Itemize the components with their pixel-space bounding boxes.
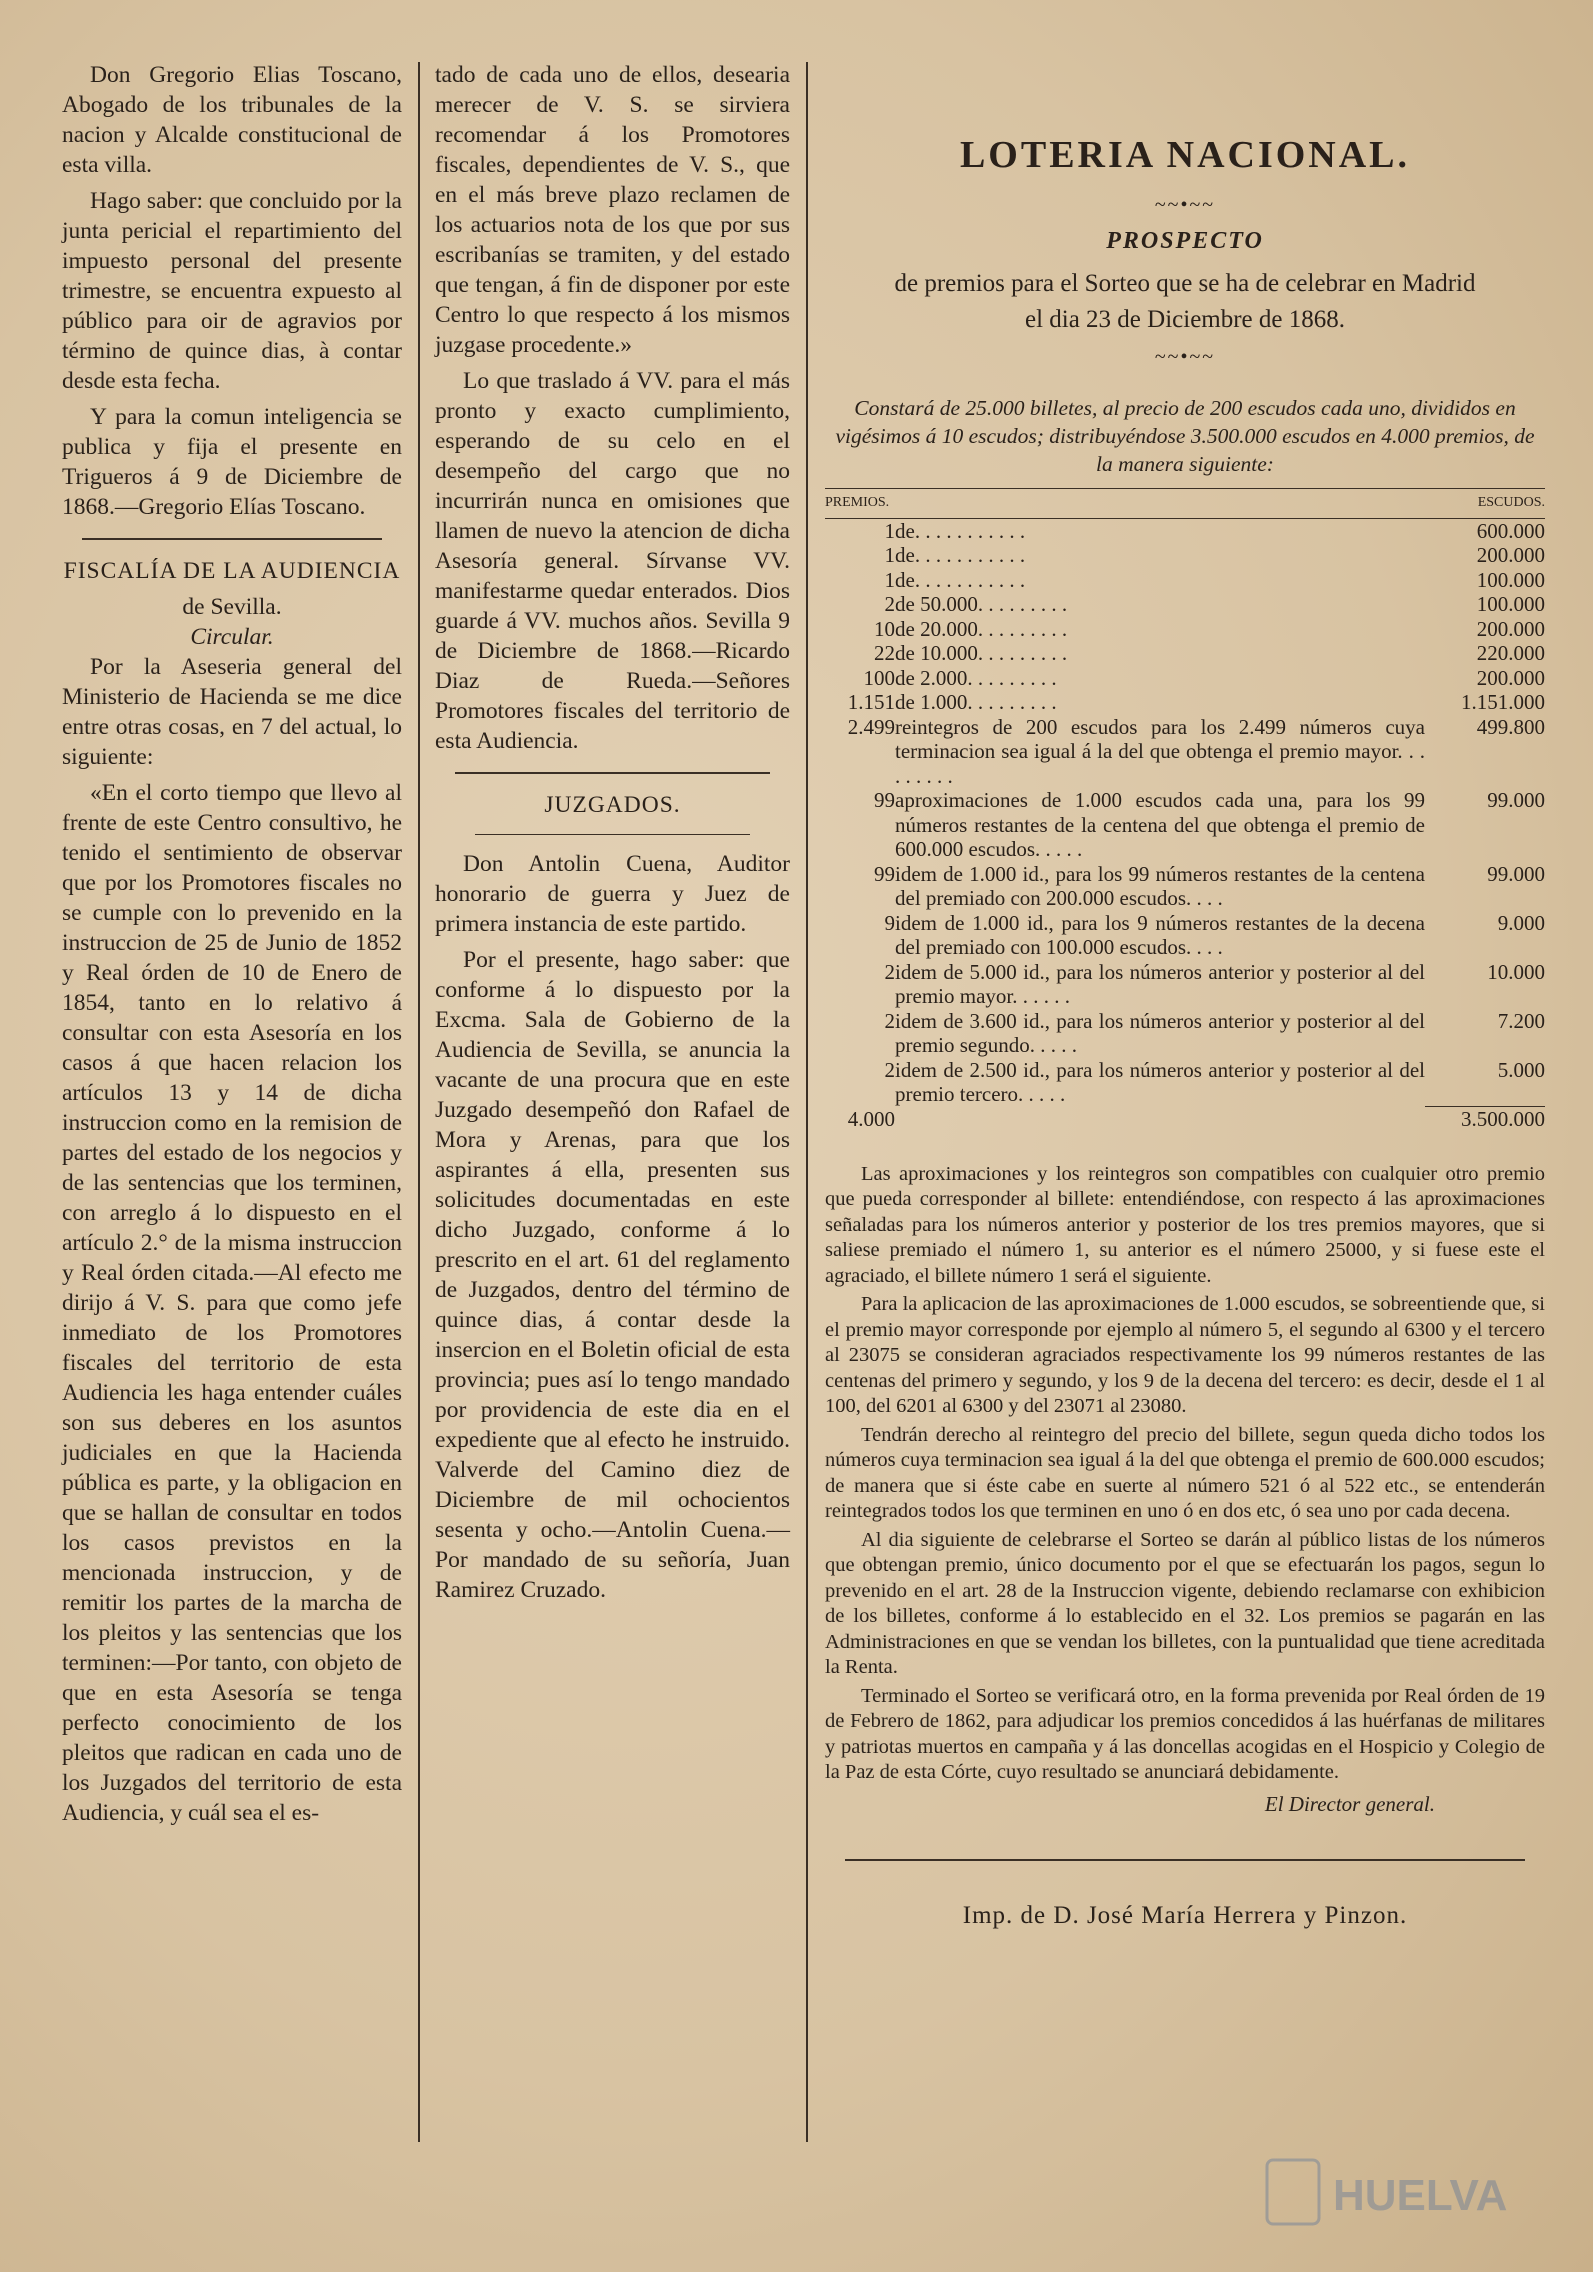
library-watermark [1263,2152,1523,2232]
prize-row [825,1058,1545,1107]
ornament-divider: ~~•~~ [1154,346,1216,368]
prize-amount: 100.000 [1476,592,1545,616]
condition-paragraph: Las aproximaciones y los reintegros son compatibles con cualquier otro premio que pueda corresponder al billete: entendiéndose, con respecto á las aproximaciones señaladas para los números anterior y posterior de los tres premios mayores, que si saliese premiado el número 1, su anterior es el número 25000, y si fuese este el agraciado, el billete número 1 será el siguiente. [825,1162,1545,1287]
prize-amount: 99.000 [1487,861,1545,886]
prize-row [825,960,1545,1009]
edict-header: Don Gregorio Elias Toscano, Abogado de los tribunales de la nacion y Alcalde constitucional de esta villa. [62,62,402,178]
prize-amount: 200.000 [1476,665,1545,690]
condition-paragraph: Al dia siguiente de celebrarse el Sorteo se darán al público listas de los números que obtengan premio, único documento por el que se efectuarán los pagos, segun lo prevenido en el art. 28 de la Instruccion vigente, debiendo reclamarse con exhibicion de los billetes, conforme á lo establecido en el 32. Los premios se pagarán en las Administraciones en que se vendan los billetes, con la puntualidad que tiene acreditada la Renta. [825,1528,1545,1678]
prize-row [825,788,1545,862]
printer-imprint: Imp. de D. José María Herrera y Pinzon. [962,1901,1408,1929]
column-left [62,60,402,1834]
prize-description: de 10.000. . . . . . . . . [895,641,1068,665]
prize-description: de 1.000. . . . . . . . . [895,690,1057,714]
prize-count: 1 [884,518,895,543]
prize-amount: 600.000 [1476,518,1545,543]
prize-count: 2 [884,1008,895,1033]
prize-column-header: PREMIOS. [825,489,1425,519]
circular-closing: Lo que traslado á VV. para el más pronto y exacto cumplimiento, esperando de su celo en el desempeño del cargo que no incurrirán nunca en omisiones que llamen de nuevo la atencion de dicha Asesoría general. Sírvanse VV. manifestarme quedar enterados. Dios guarde á VV. muchos años. Sevilla 9 de Diciembre de 1868.—Ricardo Diaz de Rueda.—Señores Promotores fiscales del territorio de esta Audiencia. [435,368,790,754]
prize-row [825,617,1545,642]
column-middle [435,60,790,1611]
prize-row [825,715,1545,789]
total-count: 4.000 [847,1106,895,1131]
prize-description: idem de 2.500 id., para los números anterior y posterior al del premio tercero. . . . . [895,1057,1425,1106]
prize-count: 99 [874,861,895,886]
circular-body: «En el corto tiempo que llevo al frente de este Centro consultivo, he tenido el sentimiento de observar que por los Promotores fiscales no se cumple con lo prevenido en la instruccion de 25 de Junio de 1852 y Real órden de 10 de Enero de 1854, tanto en lo relativo á consultar con esta Asesoría en los casos á que hacen relacion los artículos 13 y 14 de dicha instruccion como en la remision de partes del estado de los negocios y de las sentencias que los terminen, con arreglo á lo dispuesto en el artículo 2.° de la misma instruccion y Real órden citada.—Al efecto me dirijo á V. S. para que como jefe inmediato de los Promotores fiscales del territorio de esta Audiencia les haga entender cuáles son sus deberes en los asuntos judiciales en que la Hacienda pública es parte, y la obligacion en que se hallan de consultar en todos los casos previstos en la mencionada instruccion, y de remitir los partes de la marcha de los pleitos y las sentencias que los terminen:—Por tanto, con objeto de que en esta Asesoría se tenga perfecto conocimiento de los pleitos que radican en cada uno de los Juzgados del territorio de esta Audiencia, y cuál sea el es- [62,780,402,1826]
prize-description: de 20.000. . . . . . . . . [895,616,1068,641]
circular-intro: Por la Aseseria general del Ministerio de Hacienda se me dice entre otras cosas, en 7 del actual, lo siguiente: [62,654,402,770]
prize-row [825,911,1545,960]
prize-amount: 5.000 [1497,1057,1545,1082]
column-divider [418,62,420,2142]
prize-description: de. . . . . . . . . . . [895,518,1026,543]
prize-amount: 100.000 [1476,567,1545,592]
column-divider [806,62,808,2142]
prize-count: 2 [884,1057,895,1082]
circular-continuation: tado de cada uno de ellos, desearia merecer de V. S. se sirviera recomendar á los Promotores fiscales, dependientes de V. S., que en el más breve plazo reclamen de los actuarios nota de los que por sus escribanías se tramiten, y del estado que tengan, á fin de disponer por este Centro lo que respecto á los mismos juzgase procedente.» [435,62,790,358]
prize-total-row [825,1107,1545,1132]
crest-icon [1267,2160,1319,2224]
condition-paragraph: Tendrán derecho al reintegro del precio del billete, segun queda dicho todos los números cuya terminacion sea igual á la del que obtenga el premio de 600.000 escudos; de manera que si éste cabe en suerte al número 521 ó al 522 etc., se entenderán reintegrados todos los que terminen en uno ó en dos etc, ó sea uno por cada decena. [825,1423,1545,1522]
prize-amount: 10.000 [1487,959,1545,984]
judge-edict: Por el presente, hago saber: que conforme á lo dispuesto por la Excma. Sala de Gobierno de la Audiencia de Sevilla, se anuncia la vacante de una procura que en este Juzgado desempeñó don Rafael de Mora y Arenas, para que los aspirantes á ella, presenten sus solicitudes documentadas en este dicho Juzgado, conforme á lo prescrito en el art. 61 del reglamento de Juzgados, dentro del término de quince dias, á contar desde la insercion en el Boletin oficial de esta provincia; pues así lo tengo mandado por providencia de este dia en el expediente que al efecto he instruido. Valverde del Camino diez de Diciembre de mil ochocientos sesenta y ocho.—Antolin Cuena.—Por mandado de su señoría, Juan Ramirez Cruzado. [435,947,790,1603]
section-heading-juzgados: JUZGADOS. [544,792,681,818]
prize-row [825,543,1545,568]
prize-count: 1.151 [847,690,895,714]
prize-row [825,568,1545,593]
section-rule [475,834,750,835]
lottery-conditions [825,1162,1545,1786]
prize-description: aproximaciones de 1.000 escudos cada una, para los 99 números restantes de la centena del que obtenga el premio de 600.000 escudos. . . . . [895,788,1425,861]
prize-row [825,592,1545,617]
edict-body: Hago saber: que concluido por la junta pericial el repartimiento del impuesto personal del presente trimestre, se encuentra expuesto al público para oir de agravios por término de quince dias, à contar desde esta fecha. [62,188,402,394]
prize-count: 2.499 [847,714,895,739]
prize-row [825,641,1545,666]
prize-amount: 1.151.000 [1461,690,1545,714]
prize-amount: 200.000 [1476,616,1545,641]
prize-description: reintegros de 200 escudos para los 2.499 números cuya terminacion sea igual á la del que obtenga el premio mayor. . . . . . . . . [895,714,1425,788]
draw-subtitle: de premios para el Sorteo que se ha de celebrar en Madrid [894,270,1476,297]
prize-count: 22 [874,641,895,665]
section-rule [845,1859,1525,1861]
prize-description: idem de 1.000 id., para los 9 números restantes de la decena del premiado con 100.000 escudos. . . . [895,910,1425,959]
total-amount: 3.500.000 [1425,1107,1545,1132]
ornament-divider: ~~•~~ [1154,194,1216,216]
prize-count: 99 [874,788,895,812]
prize-count: 1 [884,567,895,592]
prize-amount: 499.800 [1476,714,1545,739]
prize-row [825,1009,1545,1058]
watermark-text: HUELVA [1333,2171,1508,2220]
prize-amount: 7.200 [1497,1008,1545,1033]
lottery-title: LOTERIA NACIONAL. [959,134,1411,176]
prize-count: 1 [884,543,895,567]
prize-description: idem de 3.600 id., para los números anterior y posterior al del premio segundo. . . . . [895,1008,1425,1057]
prize-count: 100 [863,665,895,690]
prize-description: de 50.000. . . . . . . . . [895,592,1068,616]
prize-row [825,666,1545,691]
draw-date: el dia 23 de Diciembre de 1868. [1024,306,1346,333]
prize-description: de. . . . . . . . . . . [895,567,1026,592]
prize-description: de 2.000. . . . . . . . . [895,665,1057,690]
condition-paragraph: Para la aplicacion de las aproximaciones de 1.000 escudos, se sobreentiende que, si el premio mayor corresponde por ejemplo al número 5, el segundo al 6300 y el tercero al 23075 se consideran agraciados respectivamente los 99 números restantes de las centenas del primero y segundo, y los 9 de la decena del tercero: es decir, desde el 1 al 100, del 6201 al 6300 y del 23071 al 23080. [825,1293,1545,1417]
prize-amount: 99.000 [1487,788,1545,812]
prize-amount: 200.000 [1476,543,1545,567]
circular-label: Circular. [190,624,274,650]
prize-amount: 220.000 [1476,641,1545,665]
prize-count: 9 [884,910,895,935]
column-right [825,60,1545,1931]
section-subheading: de Sevilla. [182,594,282,620]
prize-count: 10 [874,616,895,641]
prize-row [825,862,1545,911]
prize-count: 2 [884,959,895,984]
amount-column-header: ESCUDOS. [1425,489,1545,519]
condition-paragraph: Terminado el Sorteo se verificará otro, en la forma prevenida por Real órden de 19 de Febrero de 1862, para adjudicar los premios concedidos á las huérfanas de militares y patriotas muertos en campaña y á las doncellas acogidas en el Hospicio y Colegio de la Paz de esta Córte, cuyo resultado se anunciará debidamente. [825,1684,1545,1783]
lottery-description: Constará de 25.000 billetes, al precio de 200 escudos cada uno, divididos en vigésimos á 10 escudos; distribuyéndose 3.500.000 escudos en 4.000 premios, de la manera siguiente: [835,396,1535,476]
section-rule [82,538,382,540]
prize-count: 2 [884,592,895,616]
prize-description: de. . . . . . . . . . . [895,543,1026,567]
section-rule [455,772,770,774]
edict-closing: Y para la comun inteligencia se publica y fija el presente en Trigueros á 9 de Diciembre de 1868.—Gregorio Elías Toscano. [62,404,402,520]
prospecto-heading: PROSPECTO [1106,228,1264,254]
prize-row [825,518,1545,543]
director-signature: El Director general. [1264,1791,1435,1816]
prize-amount: 9.000 [1497,910,1545,935]
section-heading-fiscalia: FISCALÍA DE LA AUDIENCIA [63,558,401,584]
judge-header: Don Antolin Cuena, Auditor honorario de guerra y Juez de primera instancia de este partido. [435,851,790,937]
prize-description: idem de 1.000 id., para los 99 números restantes de la centena del premiado con 200.000 escudos. . . . [895,861,1425,910]
prize-table [825,488,1545,1132]
prize-row [825,690,1545,715]
prize-description: idem de 5.000 id., para los números anterior y posterior al del premio mayor. . . . . . [895,959,1425,1008]
